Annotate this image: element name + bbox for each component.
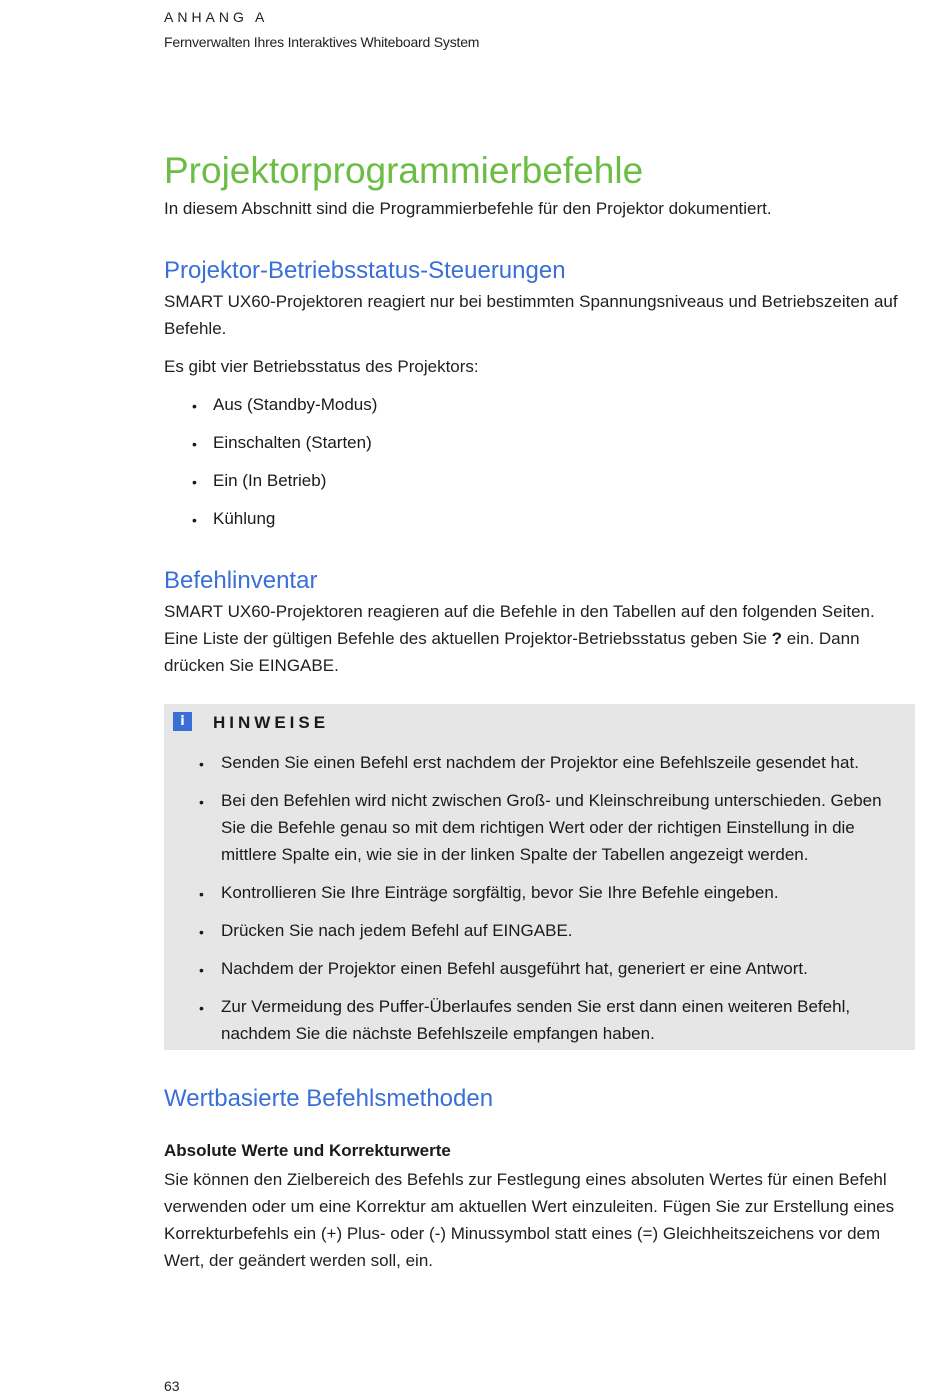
page-number: 63 xyxy=(164,1378,180,1394)
note-item: • Senden Sie einen Befehl erst nachdem der Projektor eine Befehlszeile gesendet hat. xyxy=(164,749,915,776)
note-item: • Nachdem der Projektor einen Befehl ausgeführt hat, generiert er eine Antwort. xyxy=(164,955,915,982)
note-item: • Drücken Sie nach jedem Befehl auf EINGABE. xyxy=(164,917,915,944)
section-heading-inventory: Befehlinventar xyxy=(164,567,318,594)
info-icon: i xyxy=(173,712,192,731)
note-item: • Kontrollieren Sie Ihre Einträge sorgfältig, bevor Sie Ihre Befehle eingeben. xyxy=(164,879,915,906)
status-paragraph: SMART UX60-Projektoren reagiert nur bei bestimmten Spannungsniveaus und Betriebszeiten auf Befehle. xyxy=(164,292,898,338)
intro-paragraph: In diesem Abschnitt sind die Programmierbefehle für den Projektor dokumentiert. xyxy=(164,199,772,218)
note-item: • Zur Vermeidung des Puffer-Überlaufes senden Sie erst dann einen weiteren Befehl, nachdem Sie die nächste Befehlszeile empfangen haben. xyxy=(164,993,915,1047)
subheading-absolute-values: Absolute Werte und Korrekturwerte xyxy=(164,1141,451,1160)
page-title: Projektorprogrammierbefehle xyxy=(164,150,644,191)
appendix-label: ANHANG A xyxy=(164,9,269,25)
inventory-paragraph xyxy=(164,598,909,679)
list-item: • Aus (Standby-Modus) xyxy=(164,391,377,429)
section-heading-status: Projektor-Betriebsstatus-Steuerungen xyxy=(164,257,566,284)
section-heading-value-methods: Wertbasierte Befehlsmethoden xyxy=(164,1085,494,1112)
inventory-text: SMART UX60-Projektoren reagieren auf die Befehle in den Tabellen auf den folgenden Seiten. Eine Liste der gültigen Befehle des aktuellen Projektor-Betriebsstatus geben Sie xyxy=(164,602,875,648)
notes-list xyxy=(164,749,915,1058)
list-item: • Ein (In Betrieb) xyxy=(164,467,377,505)
help-command: ? xyxy=(771,629,783,648)
value-methods-paragraph: Sie können den Zielbereich des Befehls zur Festlegung eines absoluten Wertes für einen Befehl verwenden oder um eine Korrektur am aktuellen Wert einzuleiten. Fügen Sie zur Erstellung eines Korrekturbefehls ein (+) Plus- oder (-) Minussymbol statt eines (=) Gleichheitszeichens vor dem Wert, der geändert werden soll, ein. xyxy=(164,1170,895,1270)
status-list xyxy=(164,391,377,543)
status-list-intro: Es gibt vier Betriebsstatus des Projektors: xyxy=(164,357,479,376)
list-item: • Kühlung xyxy=(164,505,377,543)
notes-heading: HINWEISE xyxy=(213,713,330,732)
list-item: • Einschalten (Starten) xyxy=(164,429,377,467)
inventory-text-end: ein. Dann drücken Sie EINGABE. xyxy=(164,629,860,675)
note-item: • Bei den Befehlen wird nicht zwischen Groß- und Kleinschreibung unterschieden. Geben Sie die Befehle genau so mit dem richtigen Wert oder der richtigen Einstellung in die mittlere Spalte ein, wie sie in der linken Spalte der Tabellen angezeigt werden. xyxy=(164,787,915,868)
running-header: Fernverwalten Ihres Interaktives Whiteboard System xyxy=(164,34,480,50)
